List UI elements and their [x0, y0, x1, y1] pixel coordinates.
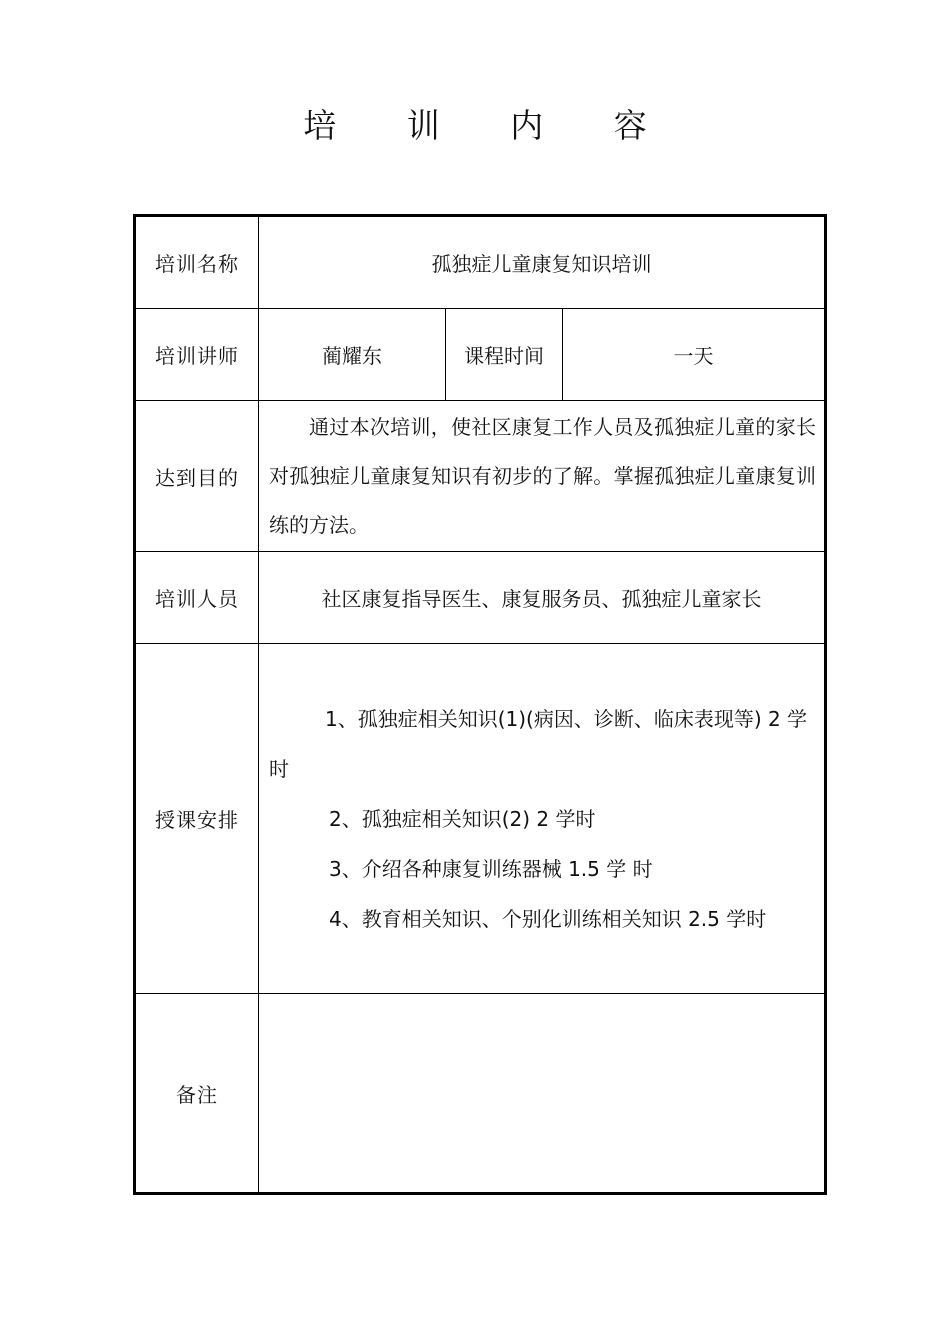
goal-text: 通过本次培训，使社区康复工作人员及孤独症儿童的家长对孤独症儿童康复知识有初步的了解。掌握孤独症儿童康复训练的方法。: [269, 414, 816, 537]
participants-value: 社区康复指导医生、康复服务员、孤独症儿童家长: [259, 552, 826, 644]
schedule-label: 授课安排: [135, 644, 259, 994]
duration-value: 一天: [563, 309, 826, 401]
schedule-item: 2、孤独症相关知识(2) 2 学时: [329, 806, 596, 831]
trainer-value: 蔺耀东: [259, 309, 446, 401]
row-trainer: [135, 309, 826, 401]
goal-cell: [259, 401, 826, 552]
schedule-item: 4、教育相关知识、个别化训练相关知识 2.5 学时: [329, 906, 767, 931]
row-remarks: [135, 994, 826, 1194]
schedule-cell: [259, 644, 826, 994]
row-participants: [135, 552, 826, 644]
row-goal: [135, 401, 826, 552]
participants-label: 培训人员: [135, 552, 259, 644]
row-schedule: [135, 644, 826, 994]
training-name-label: 培训名称: [135, 216, 259, 309]
row-training-name: [135, 216, 826, 309]
remarks-label: 备注: [135, 994, 259, 1194]
training-name-value: 孤独症儿童康复知识培训: [259, 216, 826, 309]
trainer-label: 培训讲师: [135, 309, 259, 401]
remarks-value: [259, 994, 826, 1194]
duration-label: 课程时间: [446, 309, 563, 401]
schedule-item: 1、孤独症相关知识(1)(病因、诊断、临床表现等) 2 学时: [269, 706, 808, 781]
page-title: 培 训 内 容: [303, 106, 677, 145]
goal-label: 达到目的: [135, 401, 259, 552]
training-form-table: [133, 214, 827, 1195]
schedule-item: 3、介绍各种康复训练器械 1.5 学 时: [329, 856, 653, 881]
